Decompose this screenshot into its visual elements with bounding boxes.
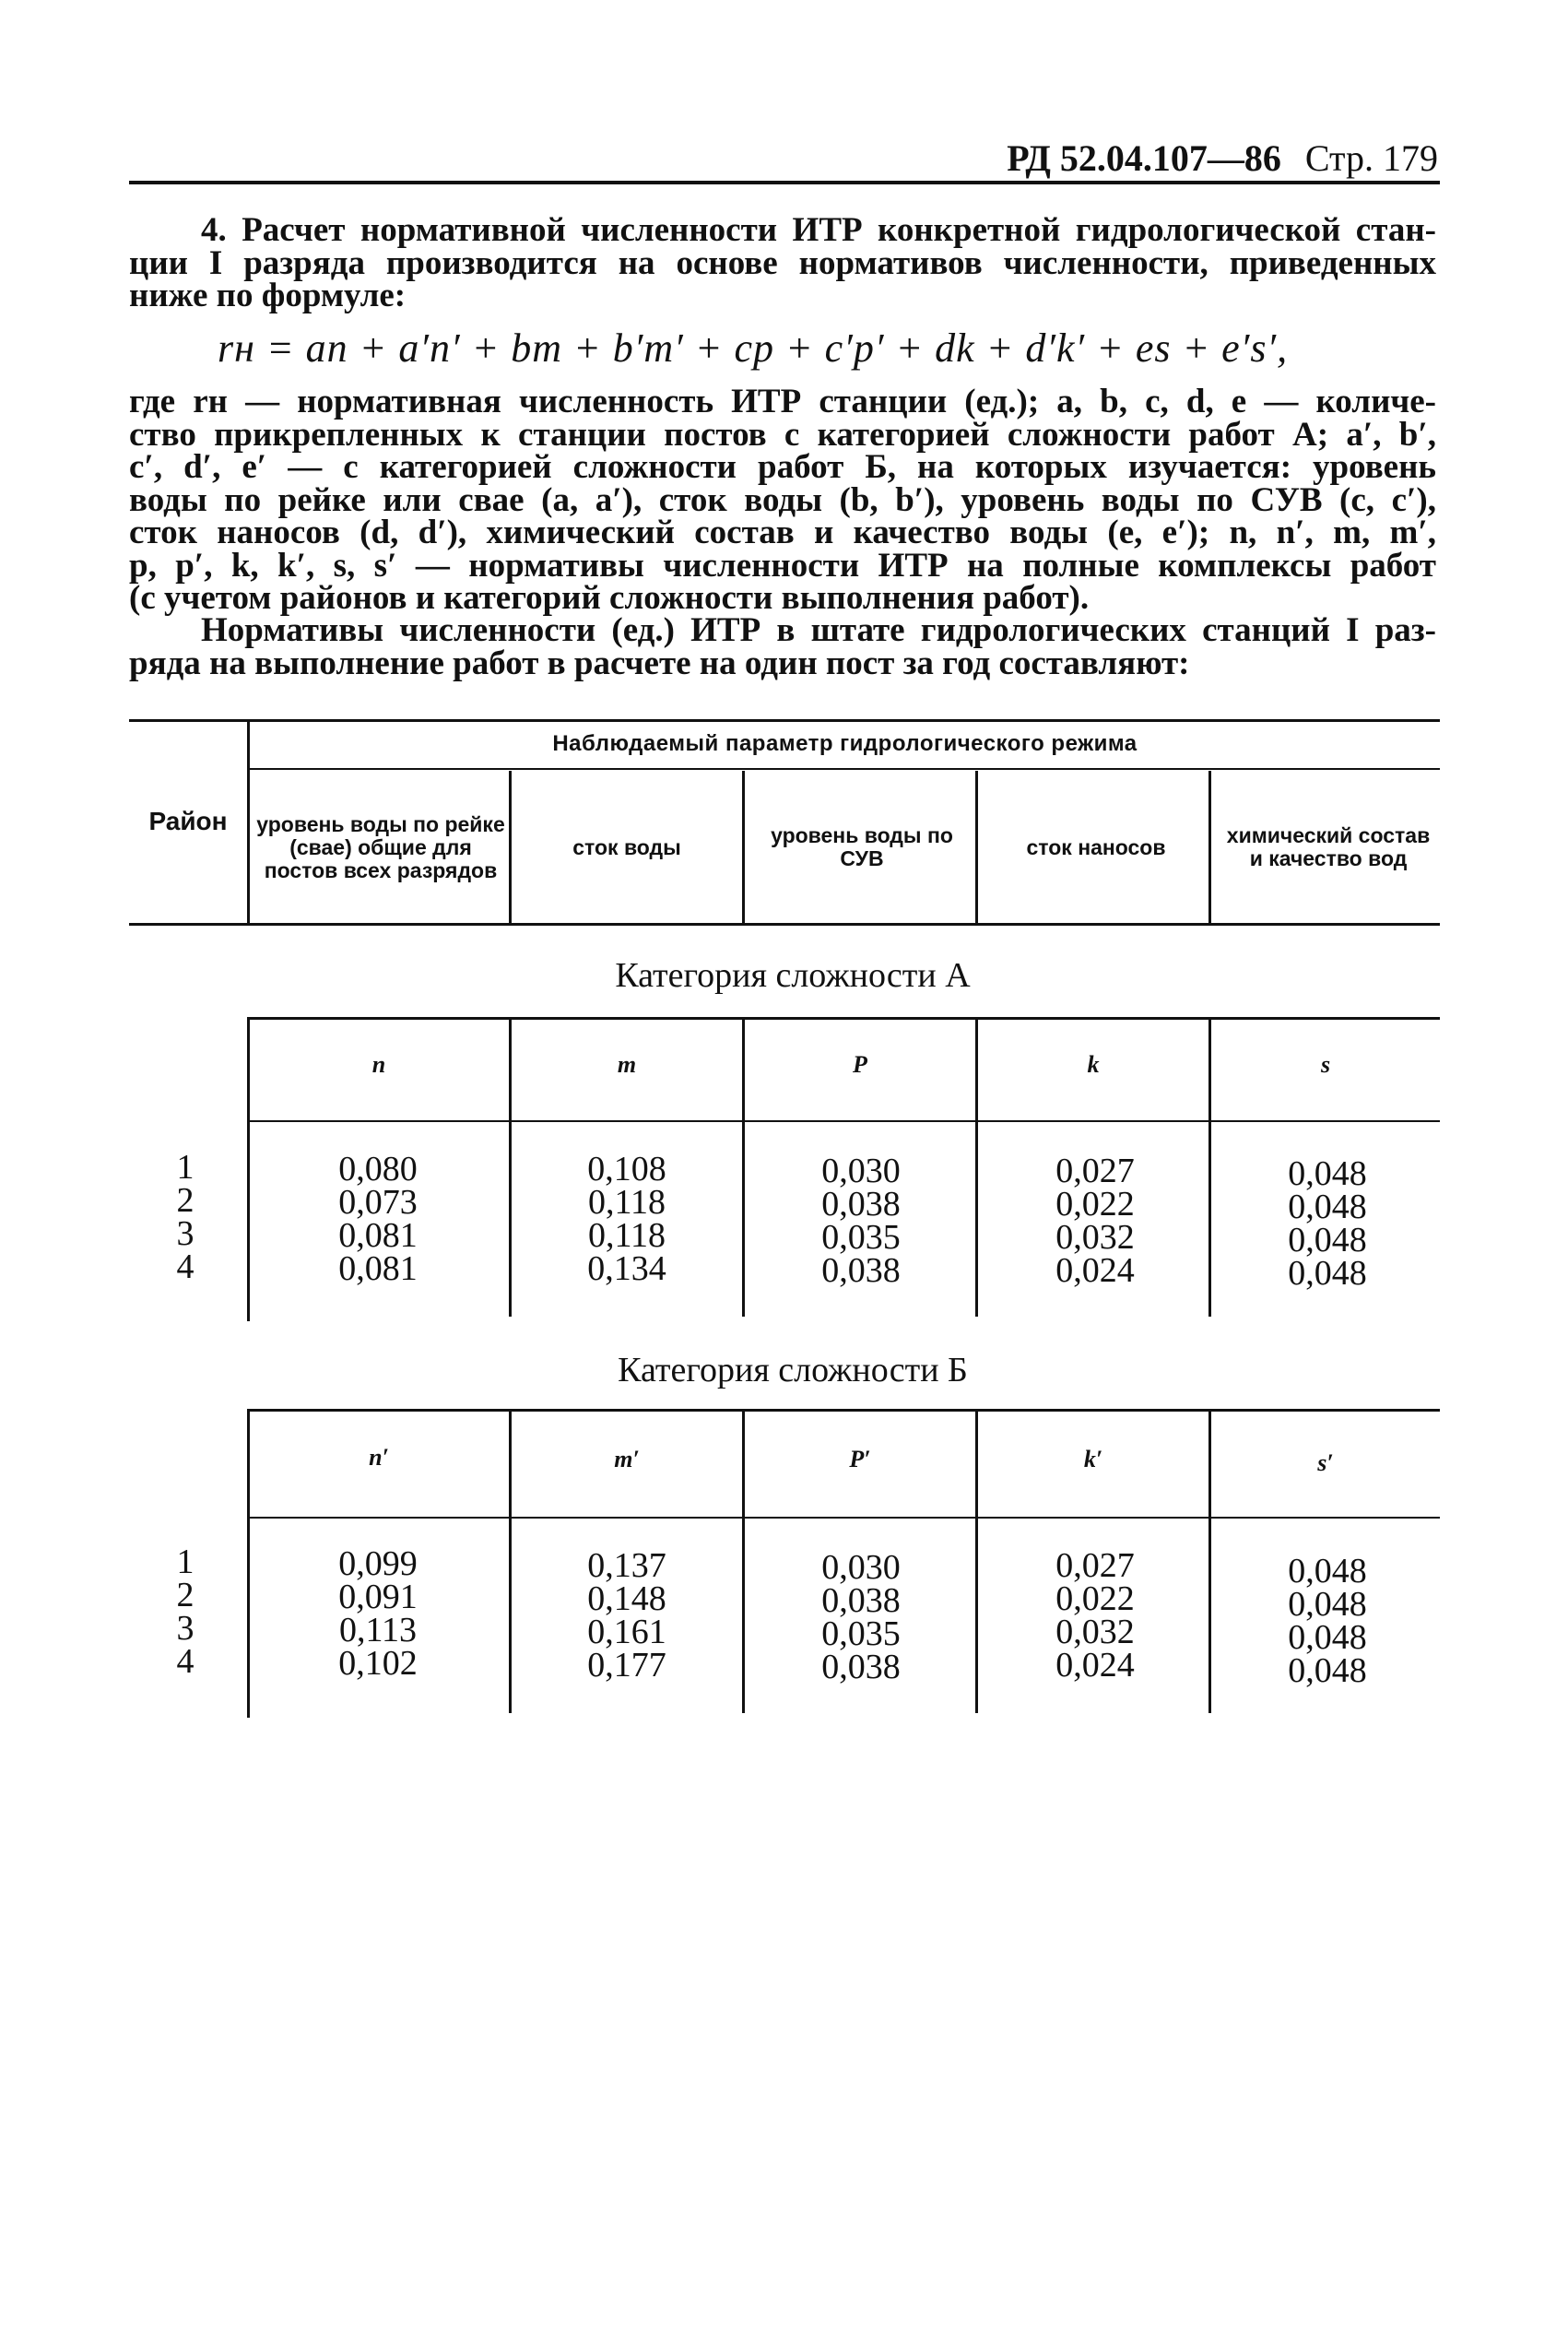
rayon-numbers-b [171,1543,199,1681]
table-rule [249,1120,1440,1122]
table-cell: 0,038 [821,1581,901,1620]
paragraph-calculation [129,211,1436,314]
table-cell: 0,099 [338,1544,418,1583]
var-m-prime-header: m′ [614,1446,640,1472]
values-s [1226,1154,1429,1293]
rayon-number: 4 [176,1642,195,1681]
table-cell: 0,113 [338,1611,418,1649]
values-m [525,1150,728,1288]
table-cell: 0,027 [1055,1546,1135,1585]
table-cell: 0,137 [587,1546,666,1585]
table-cell: 0,161 [587,1613,666,1651]
text-line: где rн — нормативная численность ИТР станции (ед.); a, b, c, d, e — количе- [129,383,1436,420]
var-k-prime-header: k′ [1083,1446,1103,1472]
table-cell: 0,048 [1288,1651,1367,1690]
var-p-prime-header: P′ [849,1446,871,1472]
table-cell: 0,118 [587,1183,666,1222]
table-rule [249,1517,1440,1519]
text-line: сток наносов (d, d′), химический состав и качество воды (e, e′); n, n′, m, m′, [129,514,1436,551]
table-divider [509,771,512,923]
table-divider [975,771,978,923]
table-cell: 0,027 [1055,1152,1135,1190]
column-header-level-suv: уровень воды по СУВ [771,823,953,870]
column-header-water-flow: сток воды [572,834,681,859]
page-header [922,136,1438,183]
table-cell: 0,148 [587,1579,666,1618]
values-k-prime [994,1546,1197,1685]
values-s-prime [1226,1552,1429,1690]
var-s-header: s [1320,1051,1331,1078]
table-cell: 0,048 [1288,1188,1367,1226]
column-header-level-gauge: уровень воды по рейке (свае) общие для постов всех разрядов [256,811,505,882]
text-line: 4. Расчет нормативной численности ИТР конкретной гидрологической стан- [201,211,1436,249]
text-line: c′, d′, e′ — с категорией сложности работ Б, на которых изучается: уровень [129,448,1436,486]
rayon-number: 2 [176,1181,195,1220]
table-cell: 0,081 [338,1216,418,1255]
table-cell: 0,102 [338,1644,418,1683]
table-rule [249,768,1440,770]
table-cell: 0,035 [821,1614,901,1653]
var-k-header: k [1087,1051,1100,1078]
text-line: (с учетом районов и категорий сложности выполнения работ). [129,579,1090,617]
table-cell: 0,048 [1288,1585,1367,1624]
document-code: РД 52.04.107—86 [1007,137,1281,179]
values-n [277,1150,479,1288]
table-cell: 0,091 [338,1578,418,1616]
table-cell: 0,022 [1055,1579,1135,1618]
rayon-numbers-a [171,1148,199,1286]
table-cell: 0,048 [1288,1221,1367,1259]
var-p-header: P [853,1051,867,1078]
values-k [994,1152,1197,1290]
rayon-number: 1 [176,1543,195,1581]
parameter-title: Наблюдаемый параметр гидрологического режима [552,731,1138,756]
values-p-prime [760,1548,962,1686]
values-m-prime [525,1546,728,1685]
table-cell: 0,048 [1288,1552,1367,1590]
table-cell: 0,024 [1055,1251,1135,1290]
table-cell: 0,030 [821,1152,901,1190]
var-m-header: m [617,1051,637,1078]
table-divider [742,771,745,923]
table-rule [129,923,1440,926]
column-header-chemistry: химический состав и качество вод [1226,823,1431,870]
table-cell: 0,038 [821,1185,901,1224]
text-line: Нормативы численности (ед.) ИТР в штате гидрологических станций I раз- [201,611,1436,649]
table-cell: 0,032 [1055,1218,1135,1257]
header-rule [129,181,1440,184]
values-n-prime [277,1544,479,1683]
table-cell: 0,134 [587,1249,666,1288]
category-b-title: Категория сложности Б [618,1351,968,1389]
table-cell: 0,024 [1055,1646,1135,1685]
table-cell: 0,038 [821,1251,901,1290]
table-cell: 0,038 [821,1648,901,1686]
text-line: ниже по формуле: [129,277,407,314]
category-a-title: Категория сложности А [615,956,971,995]
table-cell: 0,048 [1288,1618,1367,1657]
text-line: ство прикрепленных к станции постов с категорией сложности работ А; a′, b′, [129,415,1436,454]
rayon-number: 1 [176,1148,195,1187]
formula: rн = an + a′n′ + bm + b′m′ + cp + c′p′ + dk + d′k′ + es + e′s′, [218,325,1289,371]
table-cell: 0,035 [821,1218,901,1257]
values-p [760,1152,962,1290]
text-line: p, p′, k, k′, s, s′ — нормативы численности ИТР на полные комплексы работ [129,546,1436,585]
table-rule [249,1017,1440,1020]
page-number: Стр. 179 [1304,137,1438,179]
table-cell: 0,108 [587,1150,666,1188]
table-divider [1208,771,1211,923]
table-cell: 0,030 [821,1548,901,1587]
text-line: ции I разряда производится на основе нормативов численности, приведенных [129,243,1436,282]
paragraph-norms [129,611,1436,682]
text-line: ряда на выполнение работ в расчете на один пост за год составляют: [129,644,1190,682]
var-n-prime-header: n′ [369,1444,389,1471]
table-cell: 0,080 [338,1150,418,1188]
var-s-prime-header: s′ [1317,1449,1334,1476]
rayon-number: 4 [176,1247,195,1286]
table-cell: 0,118 [587,1216,666,1255]
table-cell: 0,073 [338,1183,418,1222]
table-rule [249,1409,1440,1412]
rayon-number: 3 [176,1214,195,1253]
column-header-sediment: сток наносов [1026,834,1166,859]
rayon-number: 3 [176,1609,195,1648]
paragraph-definitions [129,385,1436,615]
rayon-header: Район [148,807,228,835]
table-cell: 0,032 [1055,1613,1135,1651]
table-cell: 0,081 [338,1249,418,1288]
table-cell: 0,177 [587,1646,666,1685]
table-cell: 0,022 [1055,1185,1135,1224]
var-n-header: n [371,1051,386,1078]
text-line: воды по рейке или свае (a, a′), сток воды (b, b′), уровень воды по СУВ (c, c′), [129,480,1436,519]
rayon-number: 2 [176,1576,195,1614]
table-cell: 0,048 [1288,1254,1367,1293]
table-cell: 0,048 [1288,1154,1367,1193]
